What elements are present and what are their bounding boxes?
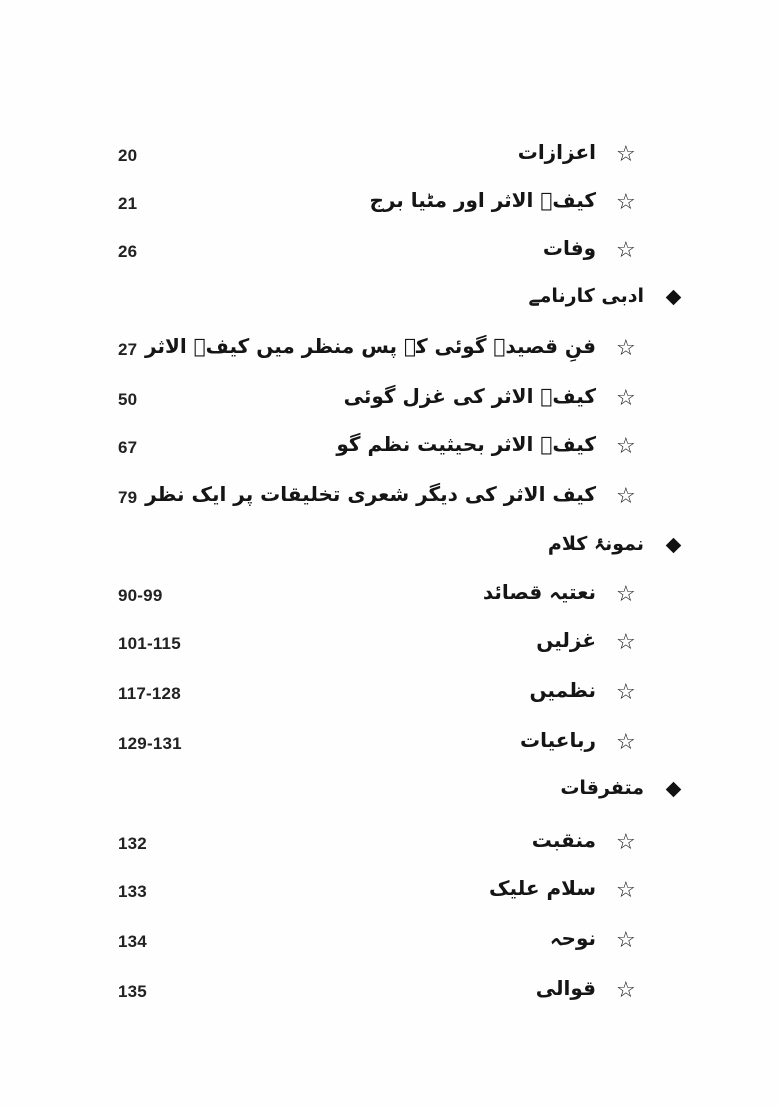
toc-entry — [0, 726, 780, 766]
toc-entry — [0, 924, 780, 964]
page-number: 79 — [118, 488, 138, 507]
diamond-bullet-icon — [666, 782, 682, 798]
entry-title: رباعیات — [520, 728, 596, 752]
entry-title: سلام علیک — [489, 876, 596, 900]
toc-entry — [0, 874, 780, 914]
section-title: نمونۂ کلام — [547, 533, 644, 555]
star-bullet-icon: ☆ — [616, 484, 636, 509]
entry-title: نظمیں — [529, 678, 596, 702]
star-bullet-icon: ☆ — [616, 582, 636, 607]
page-number: 67 — [118, 438, 138, 457]
toc-entry — [0, 234, 780, 274]
toc-entry — [0, 626, 780, 666]
page-number: 135 — [118, 982, 147, 1001]
toc-entry — [0, 974, 780, 1014]
star-bullet-icon: ☆ — [616, 386, 636, 411]
entry-title: وفات — [542, 236, 596, 260]
star-bullet-icon: ☆ — [616, 978, 636, 1003]
star-bullet-icon: ☆ — [616, 928, 636, 953]
section-title: ادبی کارنامے — [528, 285, 644, 307]
star-bullet-icon: ☆ — [616, 730, 636, 755]
star-bullet-icon: ☆ — [616, 434, 636, 459]
star-bullet-icon: ☆ — [616, 830, 636, 855]
toc-entry — [0, 480, 780, 520]
page-number: 101-115 — [118, 634, 181, 653]
toc-entry — [0, 676, 780, 716]
entry-title: کیفؔ الاثر اور مٹیا برج — [369, 188, 596, 212]
page-number: 134 — [118, 932, 147, 951]
entry-title: غزلیں — [536, 628, 596, 652]
entry-title: اعزازات — [517, 140, 596, 164]
entry-title: منقبت — [531, 828, 596, 852]
page-number: 129-131 — [118, 734, 182, 753]
page-number: 117-128 — [118, 684, 181, 703]
entry-title: کیفؔ الاثر کی غزل گوئی — [343, 384, 596, 408]
page-number: 27 — [118, 340, 138, 359]
toc-entry — [0, 430, 780, 470]
toc-section-heading — [0, 530, 780, 570]
entry-title: کیف الاثر کی دیگر شعری تخلیقات پر ایک نظر — [145, 482, 596, 506]
toc-entry — [0, 138, 780, 178]
entry-title: نعتیہ قصائد — [482, 580, 596, 604]
entry-title: کیفؔ الاثر بحیثیت نظم گو — [336, 432, 596, 456]
page-number: 26 — [118, 242, 138, 261]
star-bullet-icon: ☆ — [616, 238, 636, 263]
star-bullet-icon: ☆ — [616, 878, 636, 903]
toc-entry — [0, 186, 780, 226]
toc-section-heading — [0, 774, 780, 814]
diamond-bullet-icon — [666, 538, 682, 554]
toc-section-heading — [0, 282, 780, 322]
page-number: 21 — [118, 194, 138, 213]
toc-entry — [0, 826, 780, 866]
page-number: 133 — [118, 882, 147, 901]
section-title: متفرقات — [560, 777, 644, 799]
star-bullet-icon: ☆ — [616, 680, 636, 705]
toc-entry — [0, 578, 780, 618]
entry-title: فنِ قصیدہ گوئی کے پس منظر میں کیفؔ الاثر — [145, 334, 596, 358]
page-number: 20 — [118, 146, 138, 165]
entry-title: قوالی — [535, 976, 596, 1000]
entry-title: نوحہ — [549, 926, 596, 950]
star-bullet-icon: ☆ — [616, 336, 636, 361]
toc-entry — [0, 332, 780, 372]
page-number: 90-99 — [118, 586, 163, 605]
toc-entry — [0, 382, 780, 422]
star-bullet-icon: ☆ — [616, 190, 636, 215]
page-number: 132 — [118, 834, 147, 853]
diamond-bullet-icon — [666, 290, 682, 306]
page-number: 50 — [118, 390, 138, 409]
star-bullet-icon: ☆ — [616, 630, 636, 655]
star-bullet-icon: ☆ — [616, 142, 636, 167]
